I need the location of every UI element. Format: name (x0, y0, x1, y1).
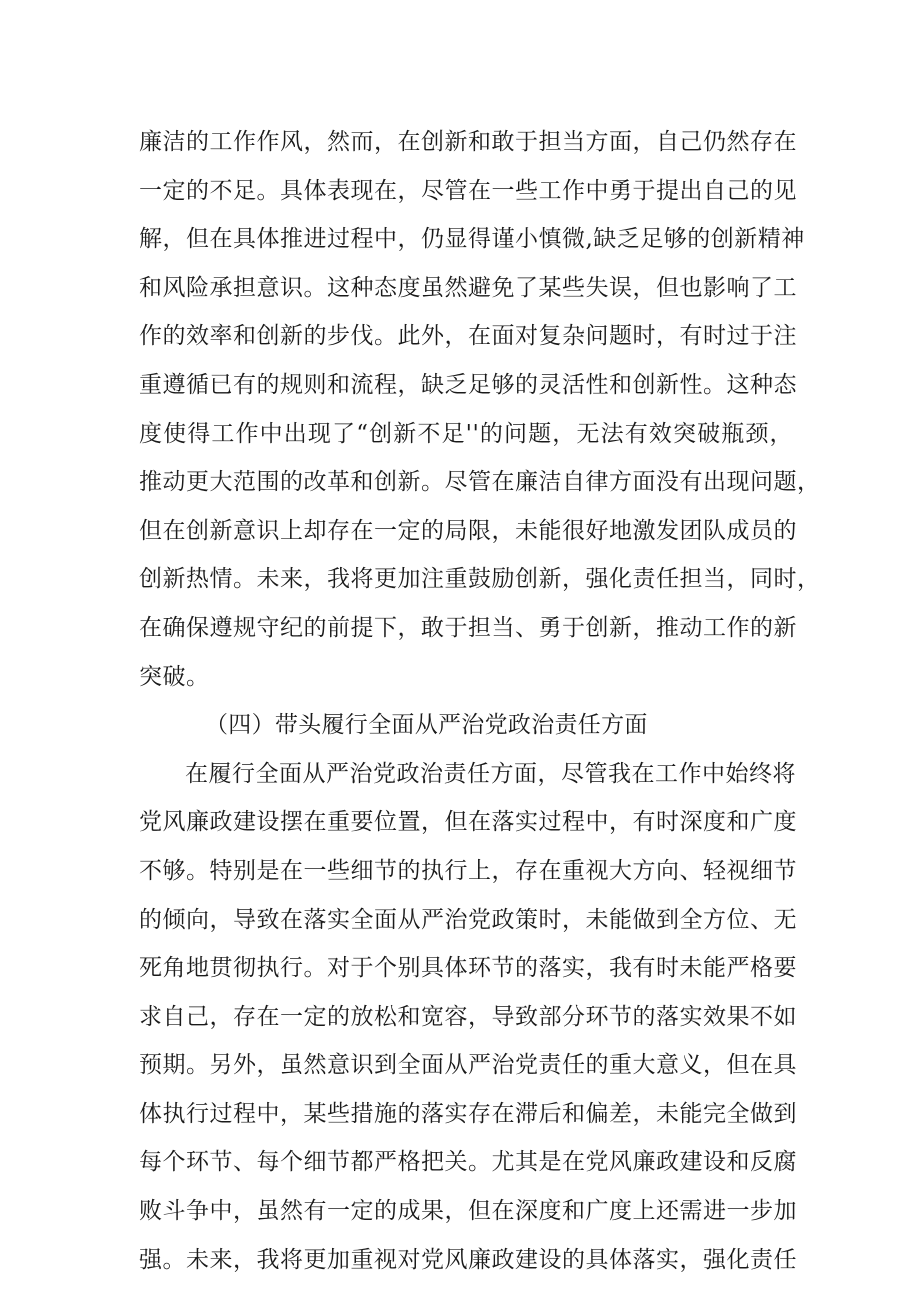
text-line: 预期。另外，虽然意识到全面从严治党责任的重大意义，但在具 (139, 1052, 797, 1079)
text-line: 党风廉政建设摆在重要位置，但在落实过程中，有时深度和广度 (139, 809, 797, 836)
text-line: 在确保遵规守纪的前提下，敢于担当、勇于创新，推动工作的新 (139, 614, 797, 641)
document-body (139, 118, 821, 1284)
text-line: 每个环节、每个细节都严格把关。尤其是在党风廉政建设和反腐 (139, 1149, 797, 1176)
text-line: 在履行全面从严治党政治责任方面，尽管我在工作中始终将 (185, 760, 796, 787)
text-line: 作的效率和创新的步伐。此外，在面对复杂问题时，有时过于注 (139, 323, 797, 350)
text-line: 败斗争中，虽然有一定的成果，但在深度和广度上还需进一步加 (139, 1198, 797, 1225)
text-line: 廉洁的工作作风，然而，在创新和敢于担当方面，自己仍然存在 (139, 129, 797, 155)
section-heading: （四）带头履行全面从严治党政治责任方面 (205, 712, 648, 739)
text-line: 创新热情。未来，我将更加注重鼓励创新，强化责任担当，同时， (139, 566, 821, 593)
text-line: 推动更大范围的改革和创新。尽管在廉洁自律方面没有出现问题， (139, 469, 821, 496)
text-line: 不够。特别是在一些细节的执行上，存在重视大方向、轻视细节 (139, 857, 797, 884)
text-line: 求自己，存在一定的放松和宽容，导致部分环节的落实效果不如 (139, 1003, 797, 1030)
text-line: 一定的不足。具体表现在，尽管在一些工作中勇于提出自己的见 (139, 177, 797, 204)
text-line: 重遵循已有的规则和流程，缺乏足够的灵活性和创新性。这种态 (139, 371, 797, 398)
text-line: 突破。 (139, 663, 210, 690)
text-line: 和风险承担意识。这种态度虽然避免了某些失误，但也影响了工 (139, 274, 797, 301)
paragraph-2 (139, 750, 797, 1285)
text-line: 体执行过程中，某些措施的落实存在滞后和偏差，未能完全做到 (139, 1100, 797, 1127)
text-line: 的倾向，导致在落实全面从严治党政策时，未能做到全方位、无 (139, 906, 797, 933)
text-line: 解，但在具体推进过程中，仍显得谨小慎微,缺乏足够的创新精神 (139, 226, 805, 253)
paragraph-1 (139, 118, 821, 701)
text-line: 度使得工作中出现了“创新不足''的问题，无法有效突破瓶颈， (139, 420, 793, 447)
text-line: 但在创新意识上却存在一定的局限，未能很好地激发团队成员的 (139, 517, 797, 544)
text-line: 死角地贯彻执行。对于个别具体环节的落实，我有时未能严格要 (139, 955, 797, 982)
text-line: 强。未来，我将更加重视对党风廉政建设的具体落实，强化责任 (139, 1246, 797, 1273)
